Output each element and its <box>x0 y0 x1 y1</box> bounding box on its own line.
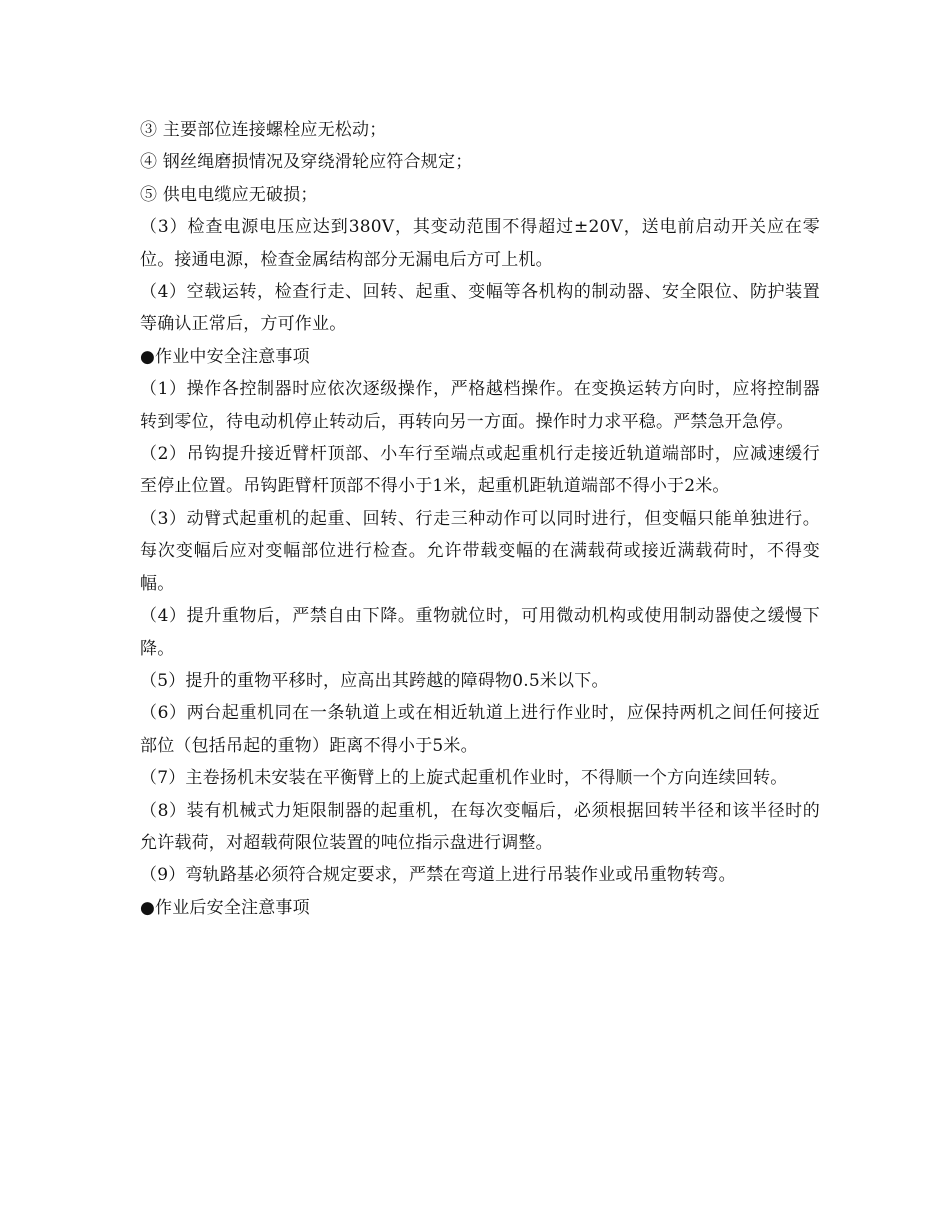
paragraph-lowering: （4）提升重物后，严禁自由下降。重物就位时，可用微动机构或使用制动器使之缓慢下降。 <box>140 606 820 659</box>
document-body <box>140 114 820 924</box>
paragraph-voltage-check: （3）检查电源电压应达到380V，其变动范围不得超过±20V，送电前启动开关应在零位。接通电源，检查金属结构部分无漏电后方可上机。 <box>140 217 820 270</box>
paragraph-hook-limit: （2）吊钩提升接近臂杆顶部、小车行至端点或起重机行走接近轨道端部时，应减速缓行至停止位置。吊钩距臂杆顶部不得小于1米，起重机距轨道端部不得小于2米。 <box>140 444 820 497</box>
paragraph-no-load-run: （4）空载运转，检查行走、回转、起重、变幅等各机构的制动器、安全限位、防护装置等确认正常后，方可作业。 <box>140 282 820 335</box>
list-item-bolts: ③ 主要部位连接螺栓应无松动； <box>140 120 387 140</box>
paragraph-two-cranes: （6）两台起重机同在一条轨道上或在相近轨道上进行作业时，应保持两机之间任何接近部位（包括吊起的重物）距离不得小于5米。 <box>140 703 820 756</box>
section-heading-during-operation: ●作业中安全注意事项 <box>140 346 310 367</box>
list-item-power-cable: ⑤ 供电电缆应无破损； <box>140 184 318 205</box>
paragraph-load-traverse: （5）提升的重物平移时，应高出其跨越的障碍物0.5米以下。 <box>140 670 609 691</box>
paragraph-luffing: （3）动臂式起重机的起重、回转、行走三种动作可以同时进行，但变幅只能单独进行。每次变幅后应对变幅部位进行检查。允许带载变幅的在满载荷或接近满载荷时，不得变幅。 <box>140 508 820 594</box>
paragraph-slewing: （7）主卷扬机未安装在平衡臂上的上旋式起重机作业时，不得顺一个方向连续回转。 <box>140 768 788 789</box>
paragraph-controller-operation: （1）操作各控制器时应依次逐级操作，严格越档操作。在变换运转方向时，应将控制器转到零位，待电动机停止转动后，再转向另一方面。操作时力求平稳。严禁急开急停。 <box>140 379 820 432</box>
paragraph-curved-track: （9）弯轨路基必须符合规定要求，严禁在弯道上进行吊装作业或吊重物转弯。 <box>140 865 736 886</box>
paragraph-torque-limiter: （8）装有机械式力矩限制器的起重机，在每次变幅后，必须根据回转半径和该半径时的允许载荷，对超载荷限位装置的吨位指示盘进行调整。 <box>140 800 820 853</box>
list-item-wire-rope: ④ 钢丝绳磨损情况及穿绕滑轮应符合规定； <box>140 152 473 173</box>
section-heading-after-operation: ●作业后安全注意事项 <box>140 897 310 918</box>
